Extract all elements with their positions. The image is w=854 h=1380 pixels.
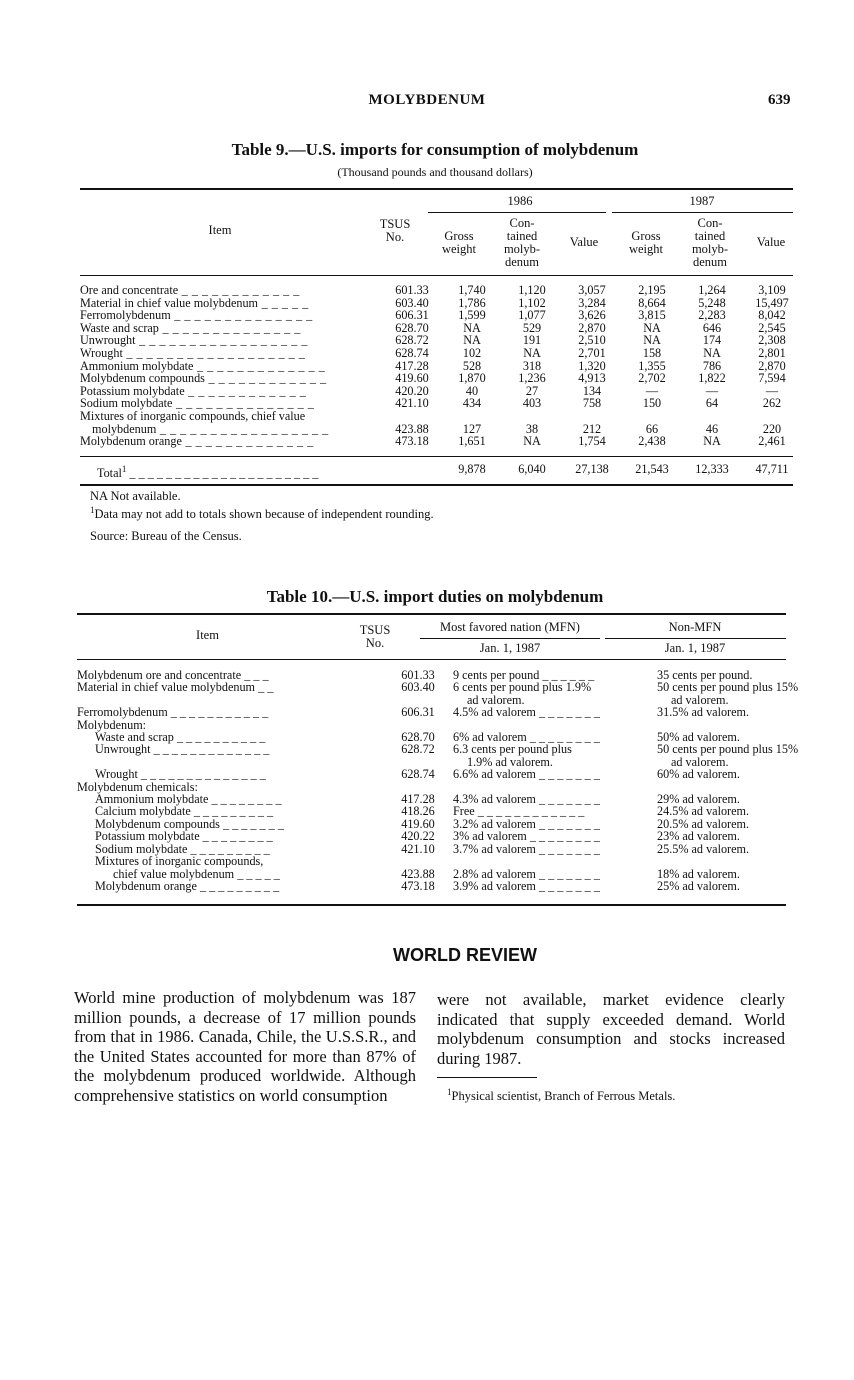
cell-g86: NA — [463, 320, 481, 335]
cell-nonmfn: ad valorem. — [671, 692, 729, 707]
table9-contained-87: Con- tained molyb- denum — [691, 216, 729, 269]
cell-tsus: 628.70 — [401, 730, 435, 745]
cell-tsus: 628.74 — [395, 345, 429, 360]
table-row — [77, 743, 798, 755]
total-c86: 6,040 — [518, 462, 546, 476]
cell-tsus: 423.88 — [395, 421, 429, 436]
table9-gross-87: Gross weight — [628, 229, 664, 256]
cell-g87: 1,355 — [638, 358, 666, 373]
row-item-label: Waste and scrap — [95, 730, 174, 745]
row-item-label: Molybdenum ore and concentrate — [77, 668, 242, 682]
row-item-label: Unwrought — [80, 333, 136, 348]
cell-nonmfn: 20.5% ad valorem. — [657, 816, 750, 831]
table10-nonmfn-date: Jan. 1, 1987 — [664, 641, 726, 655]
cell-c87: 1,822 — [698, 371, 726, 386]
cell-tsus — [383, 855, 453, 867]
dot-leader: _ _ _ _ _ _ _ — [535, 866, 600, 881]
row-item-label: chief value molybdenum — [113, 866, 235, 881]
cell-v86: 1,754 — [578, 434, 606, 449]
table9-total — [80, 463, 802, 480]
cell-v87: 2,461 — [758, 434, 786, 449]
cell-g86: 434 — [462, 396, 482, 411]
cell-c86: 529 — [522, 320, 542, 335]
cell-g87: 2,702 — [638, 371, 666, 386]
cell-c86: NA — [523, 345, 541, 360]
world-review-col1: World mine production of molybdenum was 187 million pounds, a decrease of 17 million pounds from that in 1986. Canada, Chile, the U.S.S.R., and the United States accounted for more than 87% of the molybdenum produced worldwide. Although comprehensive statistics on world consumption — [74, 988, 416, 1105]
total-label-text: Total — [97, 466, 122, 481]
cell-tsus: 606.31 — [395, 308, 429, 323]
cell-g86: 528 — [462, 358, 482, 373]
cell-tsus: 423.88 — [401, 866, 435, 881]
cell-v86 — [562, 410, 622, 423]
table9-1987-header: 1987 — [689, 194, 715, 208]
row-item-label: Waste and scrap — [80, 320, 159, 335]
table9-item-header: Item — [208, 223, 232, 237]
cell-tsus: 419.60 — [395, 371, 429, 386]
cell-g86: 1,651 — [458, 434, 486, 449]
total-sup: 1 — [121, 464, 127, 474]
table-row — [77, 706, 798, 718]
dot-leader: _ _ _ _ _ _ _ — [535, 878, 600, 893]
table9-contained-86: Con- tained molyb- denum — [503, 216, 541, 269]
row-item-label: Molybdenum compounds — [95, 816, 220, 831]
cell-v87: 220 — [762, 421, 782, 436]
cell-g87: 2,438 — [638, 434, 666, 449]
cell-v87: 7,594 — [758, 371, 786, 386]
table9-tsus-header: TSUS No. — [379, 217, 411, 244]
table10-title: Table 10.—U.S. import duties on molybdenum — [266, 587, 604, 606]
table10-header-rule — [77, 659, 786, 660]
row-item-label: Ammonium molybdate — [80, 358, 194, 373]
cell-g87: — — [645, 383, 659, 398]
cell-g86: NA — [463, 333, 481, 348]
cell-c86: 1,077 — [518, 308, 546, 323]
cell-c87: 5,248 — [698, 295, 726, 310]
mfn-text: 6% ad valorem — [453, 730, 527, 745]
cell-c87: NA — [703, 434, 721, 449]
cell-v86: 134 — [582, 383, 602, 398]
footnote-rule — [437, 1077, 537, 1078]
dot-leader: _ _ _ _ _ _ _ — [535, 841, 600, 856]
table9-title: Table 9.—U.S. imports for consumption of molybdenum — [231, 140, 639, 159]
cell-v86: 2,701 — [578, 345, 606, 360]
dot-leader: _ _ — [255, 680, 274, 695]
cell-g87: 158 — [642, 345, 662, 360]
row-item-label: Molybdenum chemicals: — [77, 779, 198, 794]
dot-leader: _ _ _ _ _ _ _ _ _ _ — [173, 730, 266, 745]
cell-tsus: 628.72 — [401, 742, 435, 757]
cell-c87: 1,264 — [698, 283, 726, 297]
cell-c87: 786 — [702, 358, 722, 373]
cell-tsus: 628.72 — [395, 333, 429, 348]
dot-leader: _ _ _ _ _ _ _ _ _ _ _ _ _ _ — [172, 396, 315, 411]
cell-tsus: 418.26 — [401, 804, 435, 819]
total-c87: 12,333 — [695, 462, 729, 476]
cell-v87: 2,870 — [758, 358, 786, 373]
mfn-text: 3.7% ad valorem — [453, 841, 536, 856]
table-row — [80, 435, 802, 448]
mfn-text: 9 cents per pound — [453, 668, 540, 682]
row-item-label: Material in chief value molybdenum — [77, 680, 256, 695]
cell-c86: NA — [523, 434, 541, 449]
row-item — [80, 435, 377, 448]
total-g87: 21,543 — [635, 462, 669, 476]
cell-tsus: 420.22 — [401, 829, 435, 844]
dot-leader: _ _ _ _ _ _ _ _ — [526, 829, 600, 844]
table10-nonmfn-rule — [605, 638, 786, 639]
cell-g86: 1,740 — [458, 283, 486, 297]
cell-g86 — [442, 410, 502, 423]
mfn-text: 4.3% ad valorem — [453, 792, 536, 807]
dot-leader: _ _ _ _ _ _ _ _ _ _ _ _ — [184, 383, 307, 398]
cell-c87: NA — [703, 345, 721, 360]
cell-nonmfn: 18% ad valorem. — [657, 866, 740, 881]
cell-v87: — — [765, 383, 779, 398]
row-item-label: Wrought — [95, 767, 138, 782]
cell-v87: 262 — [762, 396, 782, 411]
table9-top-rule — [80, 188, 793, 190]
row-item-label: Ammonium molybdate — [95, 792, 209, 807]
cell-c87: 646 — [702, 320, 722, 335]
cell-g87: 8,664 — [638, 295, 666, 310]
cell-g86: 102 — [462, 345, 482, 360]
cell-v87: 2,308 — [758, 333, 786, 348]
table9-source: Source: Bureau of the Census. — [90, 529, 242, 543]
cell-v87: 2,801 — [758, 345, 786, 360]
table10-body — [77, 669, 798, 892]
cell-tsus: 628.70 — [395, 320, 429, 335]
cell-c86: 1,102 — [518, 295, 546, 310]
mfn-text: 3.9% ad valorem — [453, 878, 536, 893]
dot-leader: _ _ _ _ _ — [258, 295, 309, 310]
mfn-text: 2.8% ad valorem — [453, 866, 536, 881]
dot-leader: _ _ _ _ _ _ _ _ _ _ _ _ _ _ _ _ _ — [156, 421, 329, 436]
cell-c86: 38 — [525, 421, 539, 436]
cell-g87: NA — [643, 320, 661, 335]
mfn-text: 6.6% ad valorem — [453, 767, 536, 782]
table10-mfn-rule — [420, 638, 600, 639]
cell-g86: 1,786 — [458, 295, 486, 310]
world-review-heading: WORLD REVIEW — [393, 945, 537, 965]
cell-c86: 1,236 — [518, 371, 546, 386]
table-row — [77, 681, 798, 693]
table9-value-87: Value — [756, 235, 786, 249]
table10-mfn-header: Most favored nation (MFN) — [440, 620, 580, 634]
row-item-label: Material in chief value molybdenum — [80, 295, 259, 310]
table9-1986-rule — [428, 212, 606, 213]
cell-tsus: 420.20 — [395, 383, 429, 398]
cell-v87: 15,497 — [755, 295, 789, 310]
mfn-text: 6.3 cents per pound plus — [453, 742, 572, 757]
cell-c86: 27 — [525, 383, 539, 398]
cell-g87 — [622, 410, 682, 423]
total-label — [80, 463, 442, 480]
cell-v86: 212 — [582, 421, 602, 436]
world-review-col2: were not available, market evidence clearly indicated that supply exceeded demand. World molybdenum consumption and stocks increased during 1987. — [437, 990, 785, 1068]
cell-tsus: 419.60 — [401, 816, 435, 831]
cell-g86: 1,870 — [458, 371, 486, 386]
cell-c87: 174 — [702, 333, 722, 348]
cell-v86: 758 — [582, 396, 602, 411]
mfn-text: ad valorem. — [467, 692, 525, 707]
dot-leader: _ _ _ _ _ _ _ _ _ _ _ _ _ _ — [170, 308, 313, 323]
dot-leader: _ _ _ — [241, 668, 269, 682]
cell-tsus: 601.33 — [395, 283, 429, 297]
cell-c86: 1,120 — [518, 283, 546, 297]
row-item-label: Sodium molybdate — [95, 841, 188, 856]
cell-v87: 3,109 — [758, 283, 786, 297]
cell-g87: 2,195 — [638, 283, 666, 297]
row-item-label: Calcium molybdate — [95, 804, 191, 819]
table10-mfn-date: Jan. 1, 1987 — [479, 641, 541, 655]
mfn-text: 3% ad valorem — [453, 829, 527, 844]
dot-leader: _ _ _ _ _ _ _ _ _ _ _ _ _ — [181, 434, 314, 449]
cell-g87: 66 — [645, 421, 659, 436]
table9-value-86: Value — [569, 235, 599, 249]
cell-nonmfn: 50 cents per pound plus 15% — [657, 680, 799, 695]
cell-g87: 150 — [642, 396, 662, 411]
cell-nonmfn — [657, 855, 798, 867]
dot-leader: _ _ _ _ _ _ _ _ _ — [190, 804, 274, 819]
dot-leader: _ _ _ _ _ _ _ _ _ — [196, 878, 280, 893]
table9-note-rounding: $^1$Data may not add to totals shown because of independent rounding. — [90, 505, 434, 522]
dot-leader: _ _ _ _ _ _ _ _ _ _ _ _ — [474, 804, 585, 819]
row-item-label: Wrought — [80, 345, 123, 360]
dot-leader: _ _ _ _ _ _ _ _ — [208, 792, 282, 807]
row-item — [77, 743, 383, 755]
cell-c87: 64 — [705, 396, 719, 411]
dot-leader: _ _ _ _ _ — [234, 866, 280, 881]
row-item-label: Molybdenum orange — [95, 878, 197, 893]
table9-1986-header: 1986 — [507, 194, 533, 208]
cell-nonmfn: 24.5% ad valorem. — [657, 804, 750, 819]
table9-gross-86: Gross weight — [441, 229, 477, 256]
cell-tsus: 603.40 — [395, 295, 429, 310]
dot-leader: _ _ _ _ _ _ _ _ — [526, 730, 600, 745]
cell-g87: NA — [643, 333, 661, 348]
row-item-label: Ferromolybdenum — [80, 308, 171, 323]
row-item-label: Mixtures of inorganic compounds, chief value — [80, 408, 306, 423]
dot-leader: _ _ _ _ _ _ _ — [535, 767, 600, 782]
row-item-label: Ore and concentrate — [80, 283, 179, 297]
cell-v86: 3,626 — [578, 308, 606, 323]
cell-v87 — [742, 410, 802, 423]
row-item — [77, 880, 383, 892]
cell-nonmfn: 60% ad valorem. — [657, 767, 740, 782]
cell-mfn — [453, 843, 657, 855]
cell-tsus: 473.18 — [401, 878, 435, 893]
row-item-label: Potassium molybdate — [80, 383, 185, 398]
cell-c86: 191 — [522, 333, 542, 348]
total-v86: 27,138 — [575, 462, 609, 476]
table-row — [77, 880, 798, 892]
page-number: 639 — [768, 92, 791, 108]
cell-v86: 1,320 — [578, 358, 606, 373]
cell-tsus: 628.74 — [401, 767, 435, 782]
cell-tsus: 417.28 — [395, 358, 429, 373]
row-item-label: Sodium molybdate — [80, 396, 173, 411]
mfn-text: Free — [453, 804, 475, 819]
cell-nonmfn: ad valorem. — [671, 754, 729, 769]
table10-item-header: Item — [196, 628, 219, 642]
row-item-label: Ferromolybdenum — [77, 705, 168, 720]
cell-tsus: 421.10 — [395, 396, 429, 411]
total-v87: 47,711 — [755, 462, 789, 476]
dot-leader: _ _ _ _ _ _ _ — [535, 705, 600, 720]
table9-header-rule — [80, 275, 793, 276]
dot-leader: _ _ _ _ _ _ _ — [535, 792, 600, 807]
cell-nonmfn: 50% ad valorem. — [657, 730, 740, 745]
row-item-label: Molybdenum compounds — [80, 371, 205, 386]
table9-subtitle: (Thousand pounds and thousand dollars) — [337, 165, 533, 179]
cell-v86: 2,870 — [578, 320, 606, 335]
row-item-label: molybdenum — [92, 421, 157, 436]
dot-leader: _ _ _ _ _ _ _ _ _ _ _ _ _ — [150, 742, 270, 757]
cell-nonmfn: 31.5% ad valorem. — [657, 705, 750, 720]
cell-v86: 2,510 — [578, 333, 606, 348]
cell-tsus: 601.33 — [401, 668, 435, 682]
cell-g86: 127 — [462, 421, 482, 436]
dot-leader: _ _ _ _ _ _ _ — [535, 816, 600, 831]
row-item-label: Unwrought — [95, 742, 151, 757]
cell-nonmfn: 50 cents per pound plus 15% — [657, 742, 799, 757]
cell-g87: 3,815 — [638, 308, 666, 323]
dot-leader: _ _ _ _ _ _ _ _ — [199, 829, 273, 844]
table9-total-rule — [80, 456, 793, 457]
mfn-text: 1.9% ad valorem. — [467, 754, 553, 769]
table10-nonmfn-header: Non-MFN — [668, 620, 722, 634]
cell-nonmfn: 35 cents per pound. — [657, 668, 753, 682]
dot-leader: _ _ _ _ _ _ _ _ _ _ _ _ _ — [193, 358, 326, 373]
cell-mfn — [453, 880, 657, 892]
cell-tsus: 603.40 — [401, 680, 435, 695]
cell-c86: 318 — [522, 358, 542, 373]
cell-v87: 8,042 — [758, 308, 786, 323]
cell-nonmfn: 23% ad valorem. — [657, 829, 740, 844]
row-item-label: Molybdenum orange — [80, 434, 182, 449]
cell-v87: 2,545 — [758, 320, 786, 335]
dot-leader: _ _ _ _ _ _ _ — [219, 816, 284, 831]
table9-body — [80, 284, 802, 448]
table9-bottom-rule — [80, 484, 793, 486]
row-item-label: Mixtures of inorganic compounds, — [95, 854, 264, 869]
cell-mfn — [453, 768, 657, 780]
cell-v86: 3,284 — [578, 295, 606, 310]
mfn-text: 4.5% ad valorem — [453, 705, 536, 720]
cell-nonmfn: 25% ad valorem. — [657, 878, 740, 893]
cell-tsus: 606.31 — [401, 705, 435, 720]
dot-leader: _ _ _ _ _ _ _ _ _ _ _ _ — [178, 283, 300, 297]
table10-top-rule — [77, 613, 786, 615]
dot-leader: _ _ _ _ _ _ — [539, 668, 595, 682]
cell-c87 — [682, 410, 742, 423]
table10-tsus-header: TSUS No. — [359, 623, 391, 650]
running-head-title: MOLYBDENUM — [368, 92, 486, 108]
dot-leader: _ _ _ _ _ _ _ _ _ _ _ — [167, 705, 269, 720]
row-item — [77, 681, 383, 693]
dot-leader: _ _ _ _ _ _ _ _ _ _ _ _ _ _ _ _ _ — [135, 333, 308, 348]
cell-tsus: 473.18 — [395, 434, 429, 449]
cell-c86: 403 — [522, 396, 542, 411]
table9-1987-rule — [612, 212, 793, 213]
cell-tsus — [377, 410, 442, 423]
row-item-label: Molybdenum: — [77, 717, 147, 732]
cell-tsus: 421.10 — [401, 841, 435, 856]
total-g86: 9,878 — [458, 462, 486, 476]
dot-leader: _ _ _ _ _ _ _ _ _ _ _ _ _ _ — [137, 767, 266, 782]
cell-mfn — [453, 706, 657, 718]
dot-leader: _ _ _ _ _ _ _ _ _ _ _ _ _ _ — [158, 320, 301, 335]
row-item-label: Potassium molybdate — [95, 829, 200, 844]
cell-g86: 40 — [465, 383, 479, 398]
table9-note-na: NA Not available. — [90, 489, 181, 503]
cell-c87: 46 — [705, 421, 719, 436]
dot-leader: _ _ _ _ _ _ _ _ _ _ _ _ _ _ _ _ _ _ _ _ _ — [126, 466, 319, 481]
cell-g86: 1,599 — [458, 308, 486, 323]
cell-v86: 4,913 — [578, 371, 606, 386]
mfn-text: 3.2% ad valorem — [453, 816, 536, 831]
cell-nonmfn: 25.5% ad valorem. — [657, 841, 750, 856]
cell-c86 — [502, 410, 562, 423]
total-row — [80, 463, 802, 480]
mfn-text: 6 cents per pound plus 1.9% — [453, 680, 592, 695]
cell-tsus: 417.28 — [401, 792, 435, 807]
cell-nonmfn: 29% ad valorem. — [657, 792, 740, 807]
dot-leader: _ _ _ _ _ _ _ _ _ — [187, 841, 270, 856]
dot-leader: _ _ _ _ _ _ _ _ _ _ _ _ _ _ _ _ _ _ — [122, 345, 306, 360]
cell-v86: 3,057 — [578, 283, 606, 297]
cell-c87: — — [705, 383, 719, 398]
dot-leader: _ _ _ _ _ _ _ _ _ _ _ _ — [204, 371, 327, 386]
footnote: $^1$Physical scientist, Branch of Ferrous Metals. — [447, 1087, 676, 1104]
table10-bottom-rule — [77, 904, 786, 906]
cell-c87: 2,283 — [698, 308, 726, 323]
